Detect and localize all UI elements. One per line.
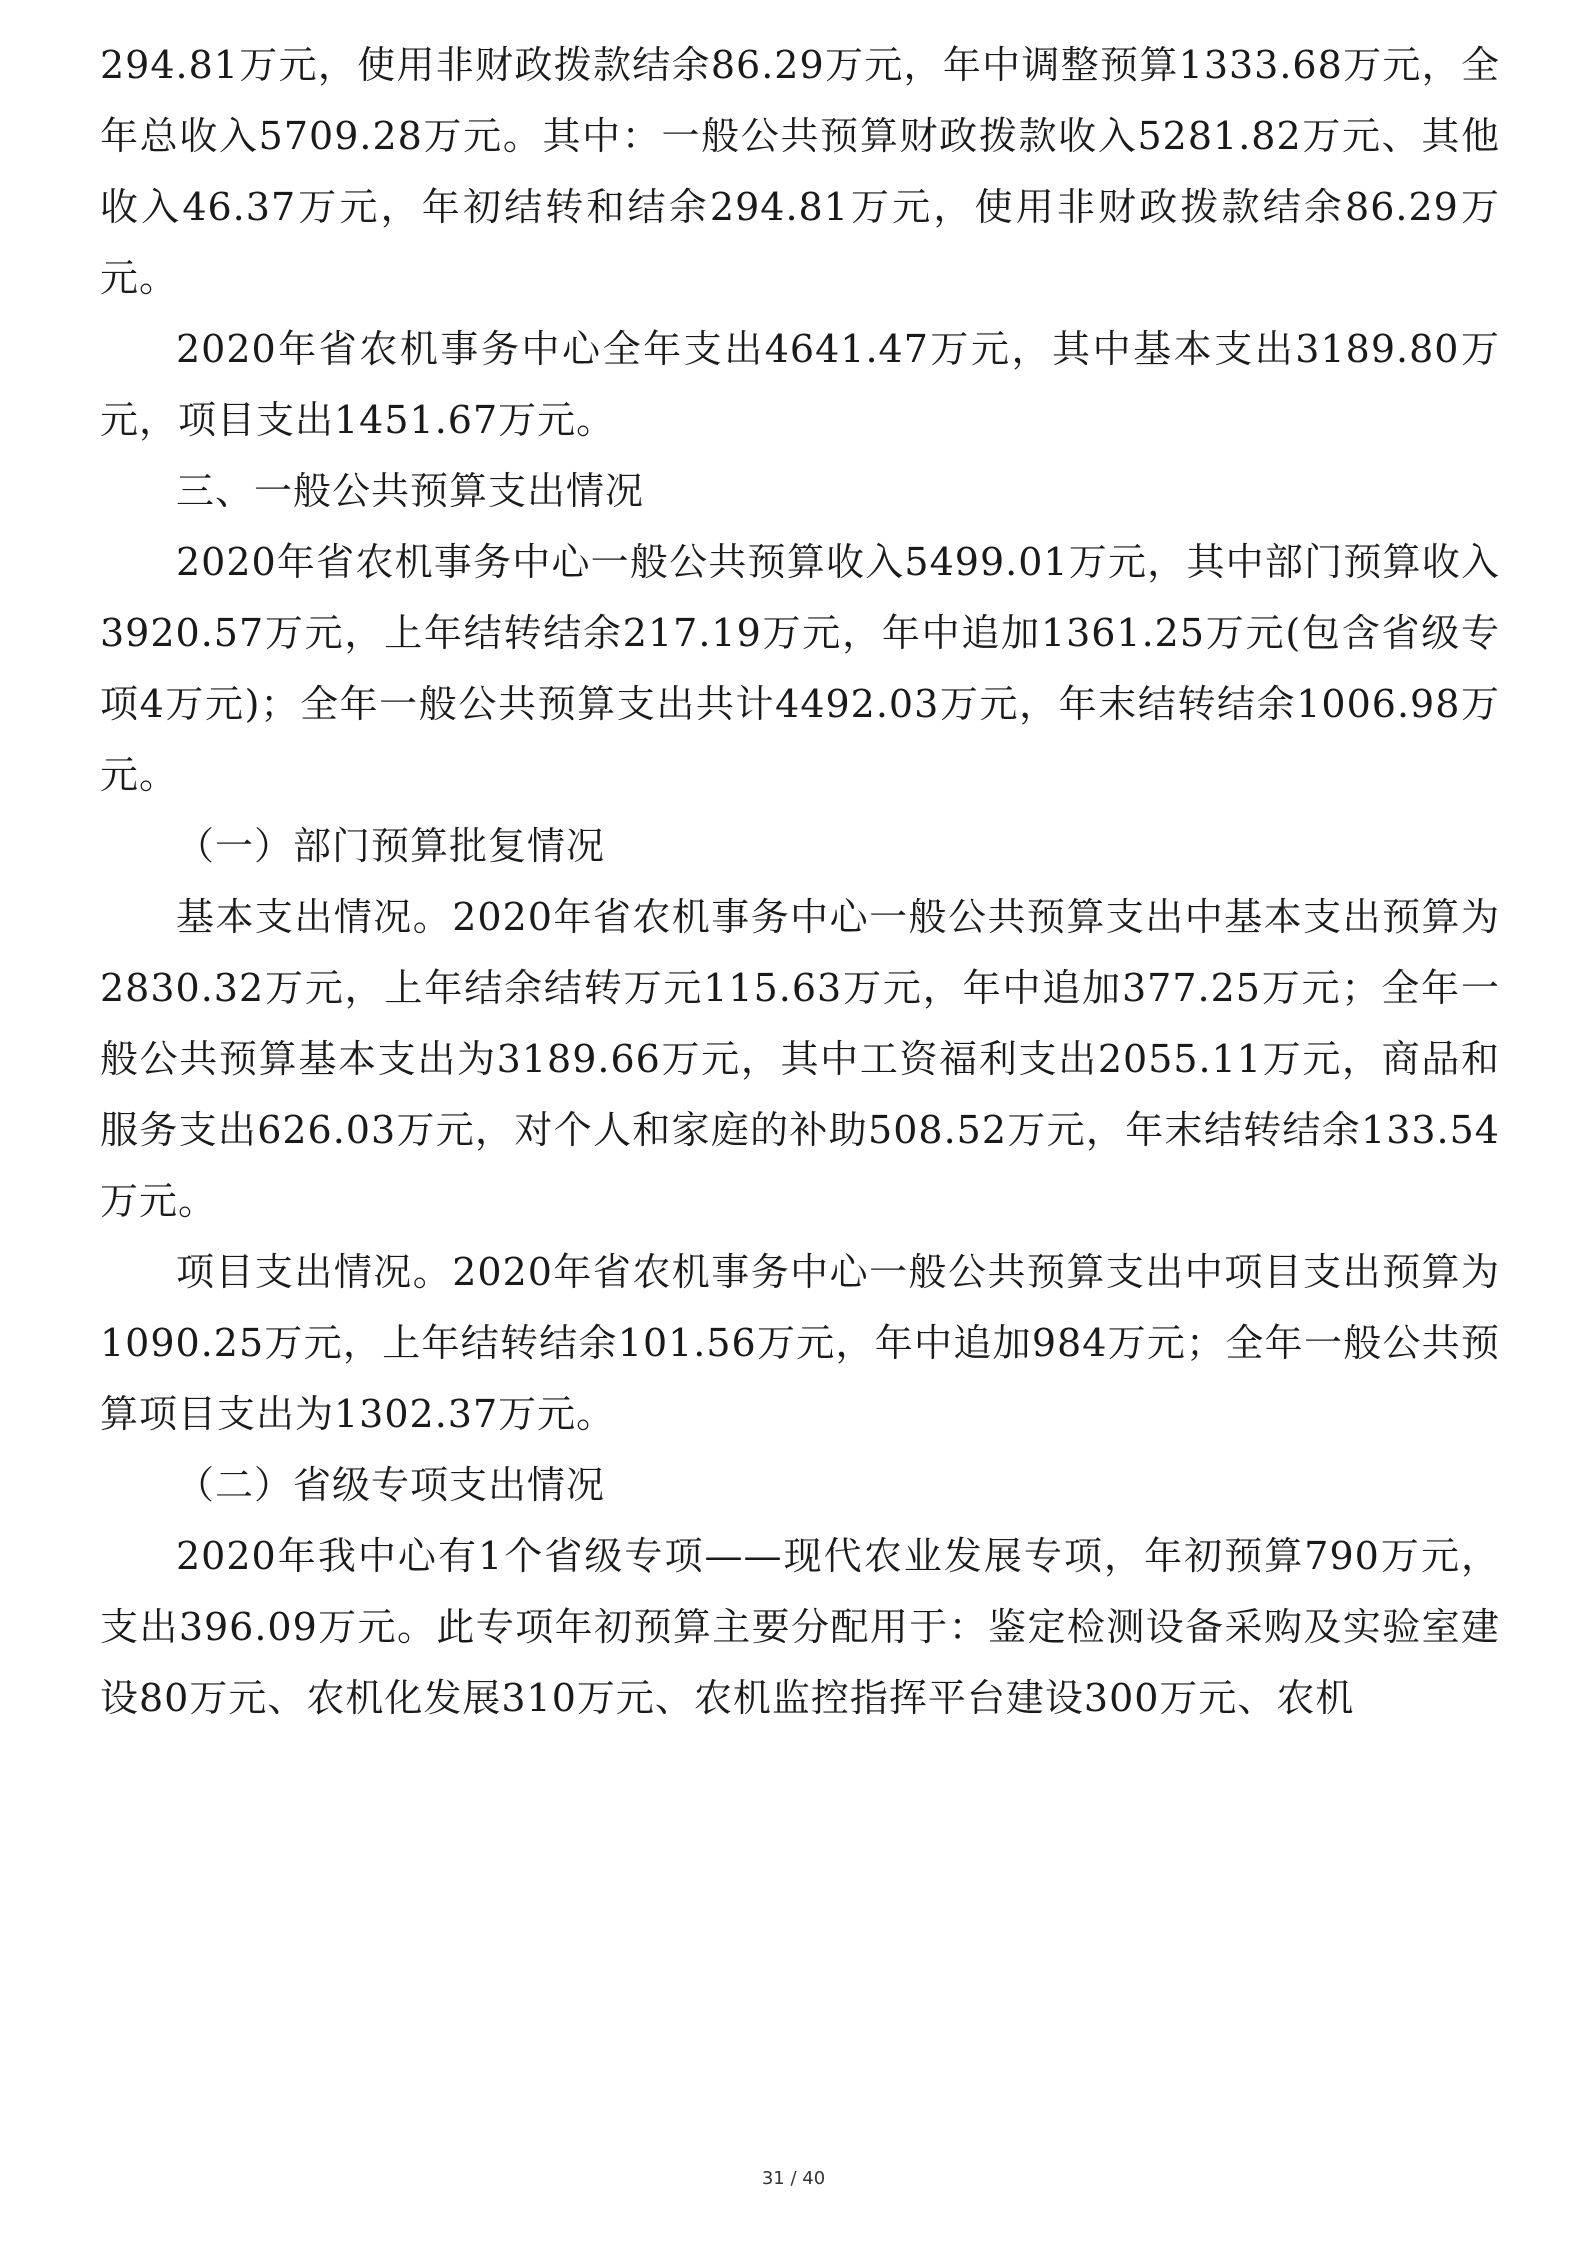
subheading-provincial-special-expenditure: （二）省级专项支出情况 — [176, 1463, 606, 1507]
paragraph-project-expenditure: 项目支出情况。2020年省农机事务中心一般公共预算支出中项目支出预算为1090.25万元，上年结转结余101.56万元，年中追加984万元；全年一般公共预算项目支出为1302.37万元。 — [100, 1250, 1500, 1436]
section-heading-general-budget-expenditure: 三、一般公共预算支出情况 — [176, 469, 645, 513]
subheading-department-budget-approval: （一）部门预算批复情况 — [176, 824, 606, 868]
paragraph-income-continued: 294.81万元，使用非财政拨款结余86.29万元，年中调整预算1333.68万元，全年总收入5709.28万元。其中：一般公共预算财政拨款收入5281.82万元、其他收入46.37万元，年初结转和结余294.81万元，使用非财政拨款结余86.29万元。 — [100, 43, 1500, 300]
paragraph-total-expenditure: 2020年省农机事务中心全年支出4641.47万元，其中基本支出3189.80万元，项目支出1451.67万元。 — [100, 327, 1500, 442]
paragraph-provincial-special-project: 2020年我中心有1个省级专项——现代农业发展专项，年初预算790万元，支出396.09万元。此专项年初预算主要分配用于：鉴定检测设备采购及实验室建设80万元、农机化发展310万元、农机监控指挥平台建设300万元、农机 — [100, 1534, 1500, 1720]
paragraph-general-budget-income: 2020年省农机事务中心一般公共预算收入5499.01万元，其中部门预算收入3920.57万元，上年结转结余217.19万元，年中追加1361.25万元(包含省级专项4万元)；全年一般公共预算支出共计4492.03万元，年末结转结余1006.98万元。 — [100, 540, 1500, 797]
paragraph-basic-expenditure: 基本支出情况。2020年省农机事务中心一般公共预算支出中基本支出预算为2830.32万元，上年结余结转万元115.63万元，年中追加377.25万元；全年一般公共预算基本支出为3189.66万元，其中工资福利支出2055.11万元，商品和服务支出626.03万元，对个人和家庭的补助508.52万元，年末结转结余133.54万元。 — [100, 895, 1500, 1223]
document-body — [100, 30, 1500, 1734]
page-number: 31 / 40 — [761, 2168, 826, 2189]
